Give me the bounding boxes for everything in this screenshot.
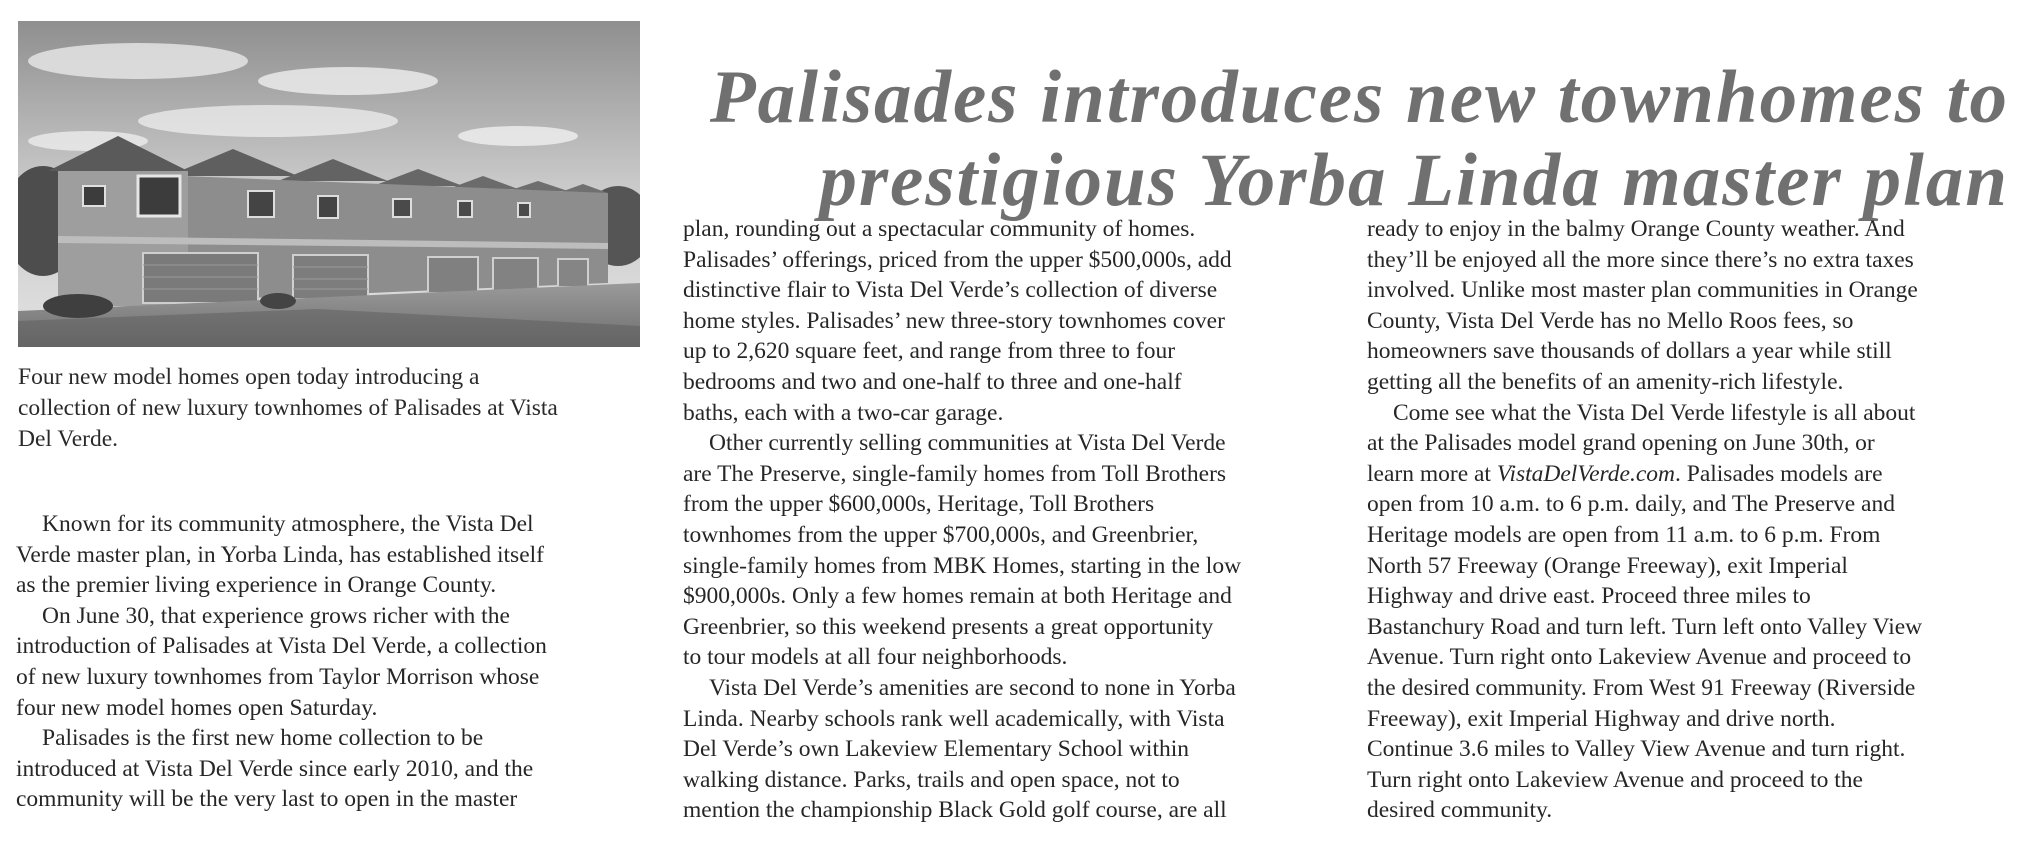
headline-line-2: prestigious Yorba Linda master plan: [819, 139, 2009, 223]
text-line: of new luxury townhomes from Taylor Morrison whose: [16, 663, 540, 690]
text-line: introduced at Vista Del Verde since early 2010, and the: [16, 755, 534, 782]
text-line: Greenbrier, so this weekend presents a great opportunity: [683, 613, 1214, 640]
headline-line-1: Palisades introduces new townhomes to: [709, 56, 2009, 140]
text-line: baths, each with a two-car garage.: [683, 399, 1004, 426]
text-line: ready to enjoy in the balmy Orange County weather. And: [1367, 216, 1905, 242]
text-fragment: learn more at: [1367, 460, 1497, 487]
article-column-1: [16, 509, 646, 815]
text-line: to tour models at all four neighborhoods.: [683, 644, 1068, 671]
article-column-3: [1367, 214, 2017, 826]
text-line: plan, rounding out a spectacular community of homes.: [683, 216, 1196, 242]
text-line: involved. Unlike most master plan communities in Orange: [1367, 277, 1918, 304]
text-line: from the upper $600,000s, Heritage, Toll Brothers: [683, 491, 1155, 518]
text-line: distinctive flair to Vista Del Verde’s collection of diverse: [683, 277, 1218, 304]
text-line: open from 10 a.m. to 6 p.m. daily, and The Preserve and: [1367, 491, 1895, 518]
text-line: as the premier living experience in Orange County.: [16, 572, 497, 599]
text-line: homeowners save thousands of dollars a year while still: [1367, 338, 1892, 365]
text-fragment: . Palisades models are: [1675, 460, 1883, 487]
text-line: Del Verde’s own Lakeview Elementary School within: [683, 736, 1189, 763]
text-line: the desired community. From West 91 Freeway (Riverside: [1367, 674, 1916, 701]
text-line: Linda. Nearby schools rank well academically, with Vista: [683, 705, 1225, 732]
caption-line: Del Verde.: [18, 426, 119, 452]
caption-line: Four new model homes open today introducing a: [18, 364, 480, 390]
text-line: Avenue. Turn right onto Lakeview Avenue and proceed to: [1367, 644, 1912, 671]
text-line: desired community.: [1367, 797, 1553, 824]
text-line: Known for its community atmosphere, the Vista Del: [42, 511, 534, 537]
text-line: community will be the very last to open in the master: [16, 786, 518, 813]
text-line: Highway and drive east. Proceed three miles to: [1367, 583, 1811, 610]
text-line: walking distance. Parks, trails and open space, not to: [683, 766, 1180, 793]
townhomes-photo-illustration: [18, 21, 640, 347]
text-line: Bastanchury Road and turn left. Turn left onto Valley View: [1367, 613, 1923, 640]
text-line: Come see what the Vista Del Verde lifestyle is all about: [1393, 399, 1916, 426]
text-line: up to 2,620 square feet, and range from three to four: [683, 338, 1176, 365]
text-line: at the Palisades model grand opening on June 30th, or: [1367, 430, 1875, 457]
text-line: $900,000s. Only a few homes remain at both Heritage and: [683, 583, 1232, 610]
photo-caption: [18, 362, 648, 455]
text-line: On June 30, that experience grows richer with the: [42, 602, 510, 629]
website-url: VistaDelVerde.com: [1496, 460, 1675, 487]
article-column-2: [683, 214, 1338, 826]
text-line-with-url: [1367, 459, 2017, 490]
text-line: Palisades is the first new home collection to be: [42, 725, 484, 752]
text-line: County, Vista Del Verde has no Mello Roos fees, so: [1367, 307, 1854, 334]
caption-line: collection of new luxury townhomes of Palisades at Vista: [18, 395, 558, 421]
text-line: four new model homes open Saturday.: [16, 694, 378, 721]
text-line: they’ll be enjoyed all the more since there’s no extra taxes: [1367, 246, 1914, 273]
text-line: North 57 Freeway (Orange Freeway), exit Imperial: [1367, 552, 1848, 579]
text-line: Continue 3.6 miles to Valley View Avenue and turn right.: [1367, 736, 1906, 763]
article-headline: [679, 56, 2009, 222]
text-line: are The Preserve, single-family homes from Toll Brothers: [683, 460, 1227, 487]
text-line: Palisades’ offerings, priced from the upper $500,000s, add: [683, 246, 1232, 273]
text-line: Freeway), exit Imperial Highway and drive north.: [1367, 705, 1836, 732]
text-line: Turn right onto Lakeview Avenue and proceed to the: [1367, 766, 1863, 793]
text-line: introduction of Palisades at Vista Del Verde, a collection: [16, 633, 547, 660]
text-line: townhomes from the upper $700,000s, and Greenbrier,: [683, 521, 1199, 548]
text-line: Vista Del Verde’s amenities are second to none in Yorba: [709, 674, 1236, 701]
text-line: Verde master plan, in Yorba Linda, has established itself: [16, 541, 544, 568]
text-line: single-family homes from MBK Homes, starting in the low: [683, 552, 1242, 579]
text-line: bedrooms and two and one-half to three and one-half: [683, 368, 1182, 395]
text-line: getting all the benefits of an amenity-rich lifestyle.: [1367, 368, 1844, 395]
text-line: home styles. Palisades’ new three-story townhomes cover: [683, 307, 1225, 334]
text-line: Heritage models are open from 11 a.m. to 6 p.m. From: [1367, 521, 1881, 548]
text-line: Other currently selling communities at Vista Del Verde: [709, 430, 1226, 457]
text-line: mention the championship Black Gold golf course, are all: [683, 797, 1227, 824]
townhomes-photo: [18, 21, 640, 347]
